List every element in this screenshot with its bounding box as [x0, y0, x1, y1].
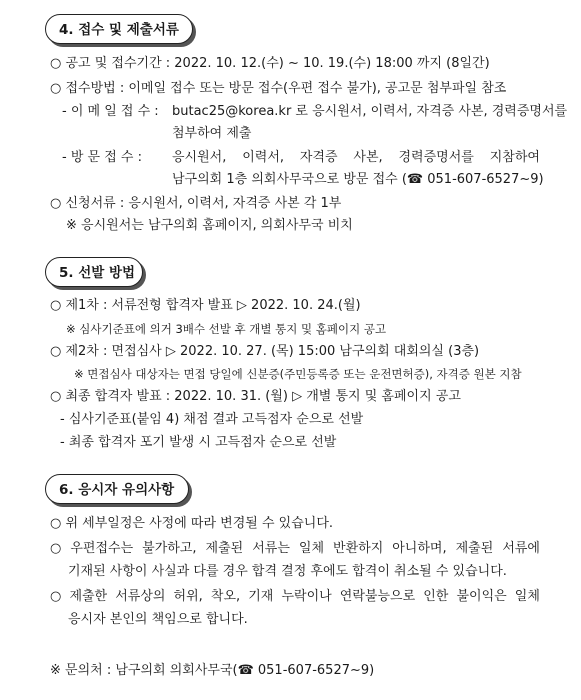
contact-line: ※ 문의처 : 남구의회 의회사무국(☎ 051-607-6527~9)	[50, 663, 375, 678]
s4-method-line: ○ 접수방법 : 이메일 접수 또는 방문 접수(우편 접수 불가), 공고문 첨부파일 참조	[50, 81, 507, 96]
visit-word: 자격증	[299, 150, 338, 165]
resp-word: 불이익은	[456, 589, 507, 604]
s4-period-line: ○ 공고 및 접수기간 : 2022. 10. 12.(수) ~ 10. 19.(수) 18:00 까지 (8일간)	[50, 56, 490, 71]
mail-word: 서류에	[502, 541, 540, 556]
visit-word: 지참하여	[489, 150, 540, 165]
mail-word: 아니하며,	[392, 541, 447, 556]
s4-email-text-2: 첨부하여 제출	[172, 126, 252, 141]
mail-word: 불가하고,	[142, 541, 197, 556]
visit-word: 이력서,	[242, 150, 285, 165]
s6-schedule-line: ○ 위 세부일정은 사정에 따라 변경될 수 있습니다.	[50, 516, 334, 531]
s5-round2-note: ※ 면접심사 대상자는 면접 당일에 신분증(주민등록증 또는 운전면허증), 자격증 원본 지참	[74, 367, 522, 381]
mail-word: 우편접수는	[70, 541, 134, 556]
resp-word: ○	[50, 589, 62, 604]
visit-word: 경력증명서를	[398, 150, 474, 165]
visit-word: 응시원서,	[172, 150, 227, 165]
s6-responsibility-line-2: 응시자 본인의 책임으로 합니다.	[68, 612, 248, 627]
s5-round2-line: ○ 제2차 : 면접심사 ▷ 2022. 10. 27. (목) 15:00 남구의회 대회의실 (3층)	[50, 344, 480, 359]
resp-word: 제출한	[69, 589, 108, 604]
section-4-header: 4. 접수 및 제출서류	[45, 14, 193, 44]
s5-criteria-line: - 심사기준표(붙임 4) 채점 결과 고득점자 순으로 선발	[60, 412, 364, 427]
resp-word: 연락불능으로	[339, 589, 416, 604]
s4-email-text: butac25@korea.kr 로 응시원서, 이력서, 자격증 사본, 경력증명서를	[172, 104, 568, 119]
s4-visit-text	[172, 150, 540, 166]
section-6-header: 6. 응시자 유의사항	[45, 474, 189, 504]
mail-word: ○	[50, 541, 62, 556]
s5-round1-note: ※ 심사기준표에 의거 3배수 선발 후 개별 통지 및 홈페이지 공고	[66, 322, 387, 336]
mail-word: 서류는	[252, 541, 290, 556]
resp-word: 착오,	[210, 589, 241, 604]
s4-visit-label: - 방 문 접 수 :	[62, 150, 142, 165]
section-5-header: 5. 선발 방법	[45, 257, 143, 287]
visit-word: 사본,	[353, 150, 383, 165]
mail-word: 일체	[298, 541, 325, 556]
resp-word: 누락이나	[281, 589, 332, 604]
s5-forfeit-line: - 최종 합격자 포기 발생 시 고득점자 순으로 선발	[60, 435, 337, 450]
s5-round1-line: ○ 제1차 : 서류전형 합격자 발표 ▷ 2022. 10. 24.(월)	[50, 298, 361, 313]
resp-word: 허위,	[173, 589, 203, 604]
s4-documents-line: ○ 신청서류 : 응시원서, 이력서, 자격증 사본 각 1부	[50, 196, 342, 211]
s6-mail-line	[50, 541, 540, 557]
resp-word: 서류상의	[115, 589, 166, 604]
s6-responsibility-line	[50, 589, 540, 605]
s5-final-line: ○ 최종 합격자 발표 : 2022. 10. 31. (월) ▷ 개별 통지 및 홈페이지 공고	[50, 389, 461, 404]
s4-note-line: ※ 응시원서는 남구의회 홈페이지, 의회사무국 비치	[66, 218, 353, 233]
s4-visit-text-2: 남구의회 1층 의회사무국으로 방문 접수 (☎ 051-607-6527~9)	[172, 172, 544, 187]
resp-word: 기재	[248, 589, 274, 604]
resp-word: 인한	[423, 589, 449, 604]
resp-word: 일체	[514, 589, 540, 604]
s6-mail-line-2: 기재된 사항이 사실과 다를 경우 합격 결정 후에도 합격이 취소될 수 있습니다.	[68, 564, 507, 579]
s4-email-label: - 이 메 일 접 수 :	[62, 104, 159, 119]
mail-word: 반환하지	[333, 541, 384, 556]
mail-word: 제출된	[455, 541, 494, 556]
mail-word: 제출된	[205, 541, 244, 556]
